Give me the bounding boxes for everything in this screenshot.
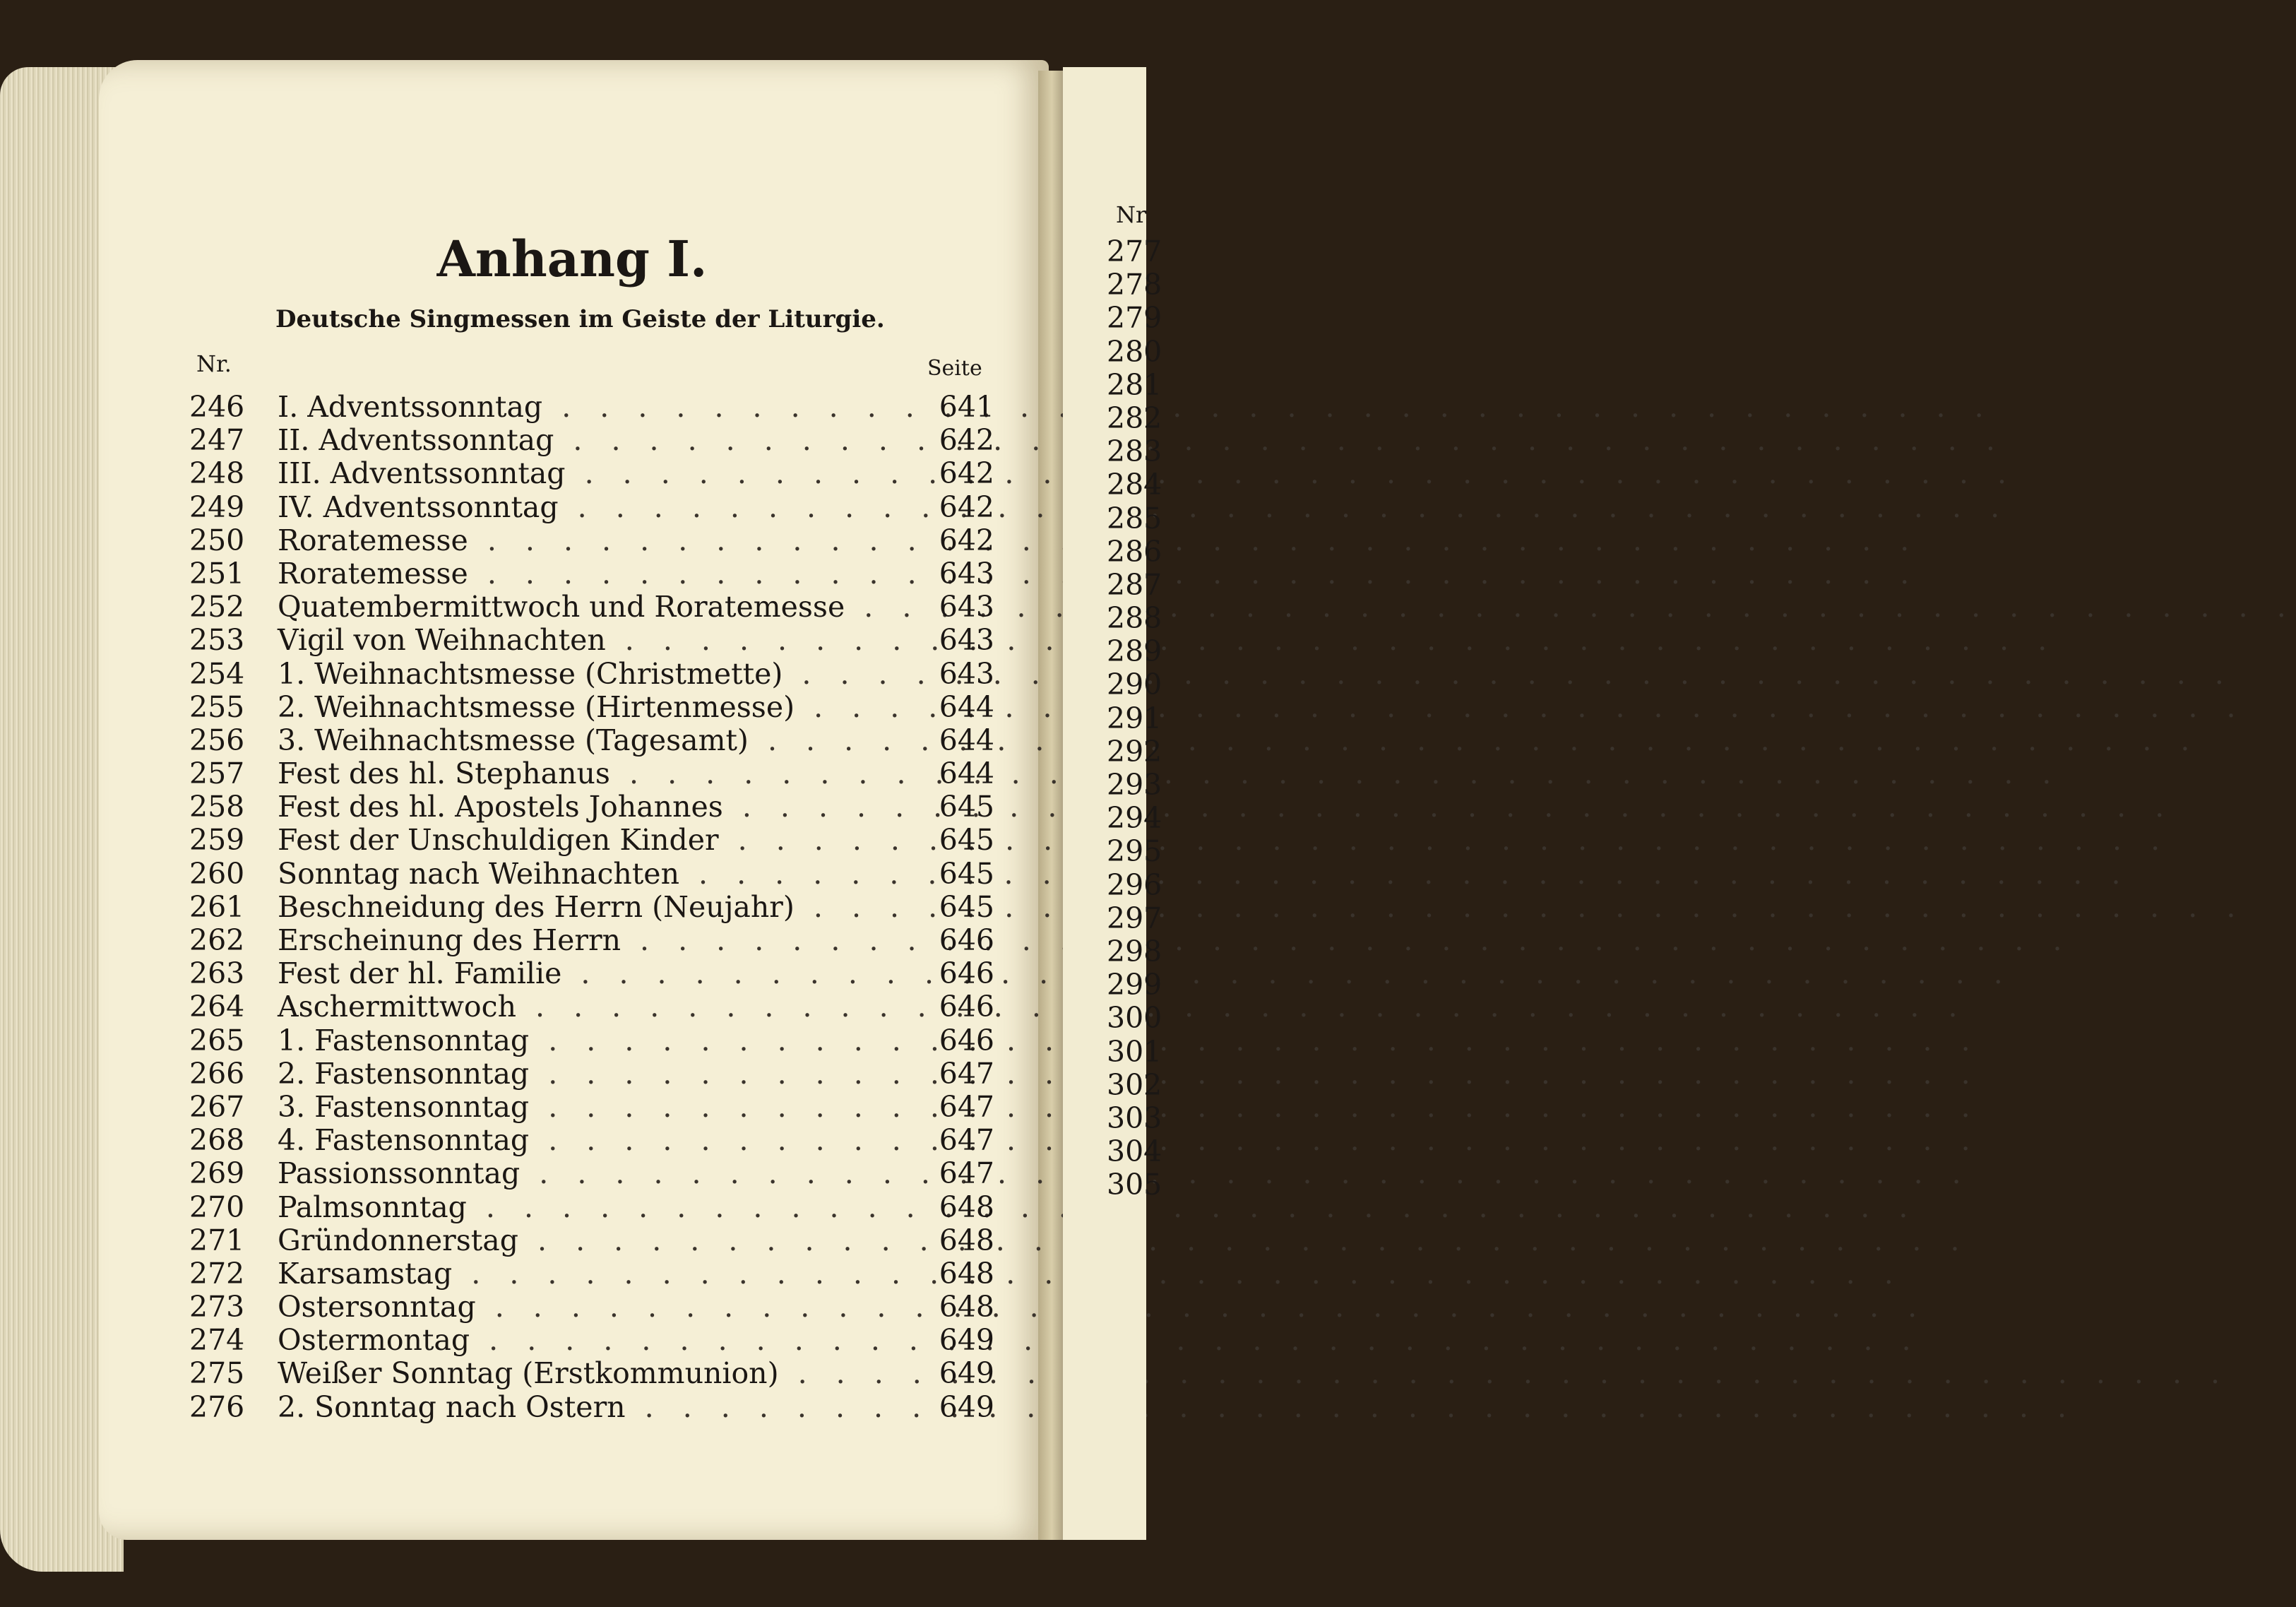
right-page-number: 301	[1107, 1034, 1162, 1069]
toc-row-page: 644	[939, 723, 994, 757]
toc-row	[189, 624, 994, 657]
right-page-number: 282	[1107, 401, 1162, 435]
toc-row-page: 642	[939, 490, 994, 524]
toc-row-page: 642	[939, 523, 994, 557]
toc-row	[189, 424, 994, 457]
right-page-number: 284	[1107, 468, 1162, 502]
toc-row-number: 271	[189, 1223, 245, 1257]
toc-row-page: 648	[939, 1290, 994, 1324]
toc-row	[189, 557, 994, 591]
toc-row-title: 2. Sonntag nach Ostern . . .	[278, 1391, 899, 1424]
toc-row-number: 253	[189, 623, 245, 658]
toc-row-title: IV. Adventssonntag . . .	[278, 491, 899, 524]
toc-row-title: Ostersonntag . . .	[278, 1291, 899, 1324]
toc-row-number: 276	[189, 1389, 245, 1424]
appendix-heading: Anhang I.	[436, 230, 708, 288]
toc-row-number: 246	[189, 390, 245, 424]
toc-row	[189, 1124, 994, 1157]
toc-row-number: 272	[189, 1256, 245, 1291]
toc-row	[189, 1157, 994, 1190]
toc-row-title: I. Adventssonntag . . .	[278, 391, 899, 424]
toc-row-number: 248	[189, 456, 245, 491]
right-page-number: 288	[1107, 601, 1162, 636]
toc-row-page: 643	[939, 590, 994, 624]
toc-row-page: 649	[939, 1389, 994, 1424]
toc-row-title: 3. Weihnachtsmesse (Tagesamt) . . .	[278, 724, 899, 757]
toc-row	[189, 591, 994, 624]
toc-row-page: 643	[939, 556, 994, 591]
toc-row-number: 274	[189, 1323, 245, 1358]
toc-row-title: Palmsonntag . . .	[278, 1191, 899, 1224]
right-page-column-label: Nr	[1116, 201, 1147, 228]
right-page-number: 285	[1107, 501, 1162, 535]
right-page	[1063, 67, 1162, 1540]
column-label-page: Seite	[927, 356, 982, 381]
right-page-number: 287	[1107, 567, 1162, 602]
toc-row	[189, 1224, 994, 1257]
toc-row-title: 1. Weihnachtsmesse (Christmette) . . .	[278, 658, 899, 691]
right-page-number: 300	[1107, 1001, 1162, 1036]
right-page-number: 277	[1107, 235, 1162, 268]
toc-row-page: 645	[939, 889, 994, 924]
toc-row-title: Roratemesse . . .	[278, 524, 899, 557]
toc-row-number: 249	[189, 490, 245, 524]
toc-row	[189, 1024, 994, 1057]
right-page-number: 289	[1107, 634, 1162, 669]
right-page-number: 292	[1107, 734, 1162, 769]
toc-row-number: 255	[189, 689, 245, 724]
toc-row-page: 649	[939, 1356, 994, 1391]
toc-row-number: 275	[189, 1356, 245, 1391]
toc-row-title: 2. Weihnachtsmesse (Hirtenmesse) . . .	[278, 691, 899, 724]
toc-row-number: 267	[189, 1089, 245, 1124]
toc-row-number: 264	[189, 990, 245, 1024]
toc-row-number: 273	[189, 1290, 245, 1324]
right-page-number: 294	[1107, 801, 1162, 836]
right-page-number: 304	[1107, 1134, 1162, 1169]
toc-row-number: 268	[189, 1123, 245, 1158]
toc-row-title: Karsamstag . . .	[278, 1257, 899, 1291]
toc-row-number: 269	[189, 1156, 245, 1191]
toc-row-title: Erscheinung des Herrn . . .	[278, 924, 899, 957]
toc-row-page: 648	[939, 1256, 994, 1291]
toc-row-title: Roratemesse . . .	[278, 557, 899, 591]
toc-row-number: 262	[189, 923, 245, 957]
toc-row-page: 648	[939, 1223, 994, 1257]
toc-row-title: Fest der Unschuldigen Kinder . . .	[278, 824, 899, 857]
column-label-number: Nr.	[196, 350, 232, 377]
toc-row-page: 643	[939, 656, 994, 691]
toc-row	[189, 1091, 994, 1124]
toc-row-number: 258	[189, 790, 245, 824]
toc-row-title: Quatembermittwoch und Roratemesse . . .	[278, 591, 899, 624]
toc-row-page: 647	[939, 1123, 994, 1158]
toc-row-page: 644	[939, 757, 994, 791]
toc-row-number: 257	[189, 757, 245, 791]
right-page-number: 283	[1107, 434, 1162, 469]
toc-row-page: 642	[939, 456, 994, 491]
right-page-number: 298	[1107, 934, 1162, 968]
toc-row-page: 645	[939, 823, 994, 858]
right-page-number: 279	[1107, 301, 1162, 336]
right-page-number: 293	[1107, 768, 1162, 802]
toc-row-number: 254	[189, 656, 245, 691]
toc-row	[189, 1324, 994, 1357]
toc-row-page: 646	[939, 923, 994, 957]
toc-row-title: Ostermontag . . .	[278, 1324, 899, 1357]
toc-row-title: Gründonnerstag . . .	[278, 1224, 899, 1257]
toc-row-title: 4. Fastensonntag . . .	[278, 1124, 899, 1157]
toc-row	[189, 724, 994, 757]
toc-row-title: Fest des hl. Stephanus . . .	[278, 757, 899, 790]
toc-row-page: 647	[939, 1089, 994, 1124]
toc-row-number: 250	[189, 523, 245, 557]
toc-row-page: 645	[939, 790, 994, 824]
toc-row-number: 260	[189, 856, 245, 891]
toc-row-number: 261	[189, 889, 245, 924]
right-page-number: 280	[1107, 334, 1162, 369]
toc-row-number: 256	[189, 723, 245, 757]
right-page-number: 295	[1107, 834, 1162, 869]
appendix-subheading: Deutsche Singmessen im Geiste der Liturgie.	[275, 305, 885, 333]
right-page-number: 297	[1107, 901, 1162, 935]
toc-row	[189, 1391, 994, 1424]
toc-row	[189, 391, 994, 424]
toc-row	[189, 691, 994, 724]
toc-row-title: Weißer Sonntag (Erstkommunion) . . .	[278, 1357, 899, 1390]
right-page-number: 290	[1107, 668, 1162, 702]
toc-row-page: 644	[939, 689, 994, 724]
toc-row-number: 270	[189, 1190, 245, 1224]
toc-row-number: 265	[189, 1023, 245, 1057]
toc-row	[189, 790, 994, 824]
toc-row-title: Beschneidung des Herrn (Neujahr) . . .	[278, 891, 899, 924]
toc-row-title: Aschermittwoch . . .	[278, 990, 899, 1024]
right-page-number-list	[1107, 235, 1162, 1202]
toc-row	[189, 1357, 994, 1390]
toc-row	[189, 757, 994, 790]
toc-row	[189, 1191, 994, 1224]
right-page-number: 302	[1107, 1067, 1162, 1102]
toc-row	[189, 1291, 994, 1324]
toc-row-page: 645	[939, 856, 994, 891]
toc-row	[189, 957, 994, 990]
right-page-number: 299	[1107, 968, 1162, 1002]
toc-row-title: II. Adventssonntag . . .	[278, 424, 899, 457]
toc-row-page: 646	[939, 1023, 994, 1057]
toc-row	[189, 491, 994, 524]
toc-row	[189, 824, 994, 857]
toc-row-page: 641	[939, 390, 994, 424]
toc-row	[189, 1057, 994, 1091]
toc-row-page: 648	[939, 1190, 994, 1224]
toc-row-number: 252	[189, 590, 245, 624]
toc-row	[189, 1257, 994, 1291]
right-page-number: 296	[1107, 867, 1162, 902]
toc-row	[189, 524, 994, 557]
toc-row-page: 646	[939, 956, 994, 991]
toc-row-title: Sonntag nach Weihnachten . . .	[278, 858, 899, 891]
toc-row-title: Passionssonntag . . .	[278, 1157, 899, 1190]
table-of-contents	[189, 391, 994, 1424]
toc-row	[189, 858, 994, 891]
toc-row	[189, 891, 994, 924]
toc-row-number: 263	[189, 956, 245, 991]
toc-row-page: 647	[939, 1156, 994, 1191]
toc-row-title: 2. Fastensonntag . . .	[278, 1057, 899, 1091]
toc-row-page: 649	[939, 1323, 994, 1358]
toc-row	[189, 990, 994, 1024]
toc-row-page: 647	[939, 1056, 994, 1091]
right-page-number: 278	[1107, 268, 1162, 302]
toc-row-number: 259	[189, 823, 245, 858]
right-page-number: 286	[1107, 534, 1162, 569]
toc-row-page: 646	[939, 990, 994, 1024]
toc-row-title: Fest der hl. Familie . . .	[278, 957, 899, 990]
right-page-number: 305	[1107, 1168, 1162, 1202]
toc-row-page: 642	[939, 423, 994, 458]
toc-row-title: III. Adventssonntag . . .	[278, 457, 899, 490]
toc-row-title: Vigil von Weihnachten . . .	[278, 624, 899, 657]
toc-row-number: 251	[189, 556, 245, 591]
toc-row-title: Fest des hl. Apostels Johannes . . .	[278, 790, 899, 824]
toc-row	[189, 658, 994, 691]
right-page-number: 281	[1107, 367, 1162, 402]
toc-row	[189, 924, 994, 957]
toc-row-title: 3. Fastensonntag . . .	[278, 1091, 899, 1124]
right-page-number: 303	[1107, 1101, 1162, 1135]
toc-row-number: 266	[189, 1056, 245, 1091]
toc-row	[189, 457, 994, 490]
toc-row-title: 1. Fastensonntag . . .	[278, 1024, 899, 1057]
toc-row-page: 643	[939, 623, 994, 658]
toc-row-number: 247	[189, 423, 245, 458]
right-page-number: 291	[1107, 701, 1162, 735]
